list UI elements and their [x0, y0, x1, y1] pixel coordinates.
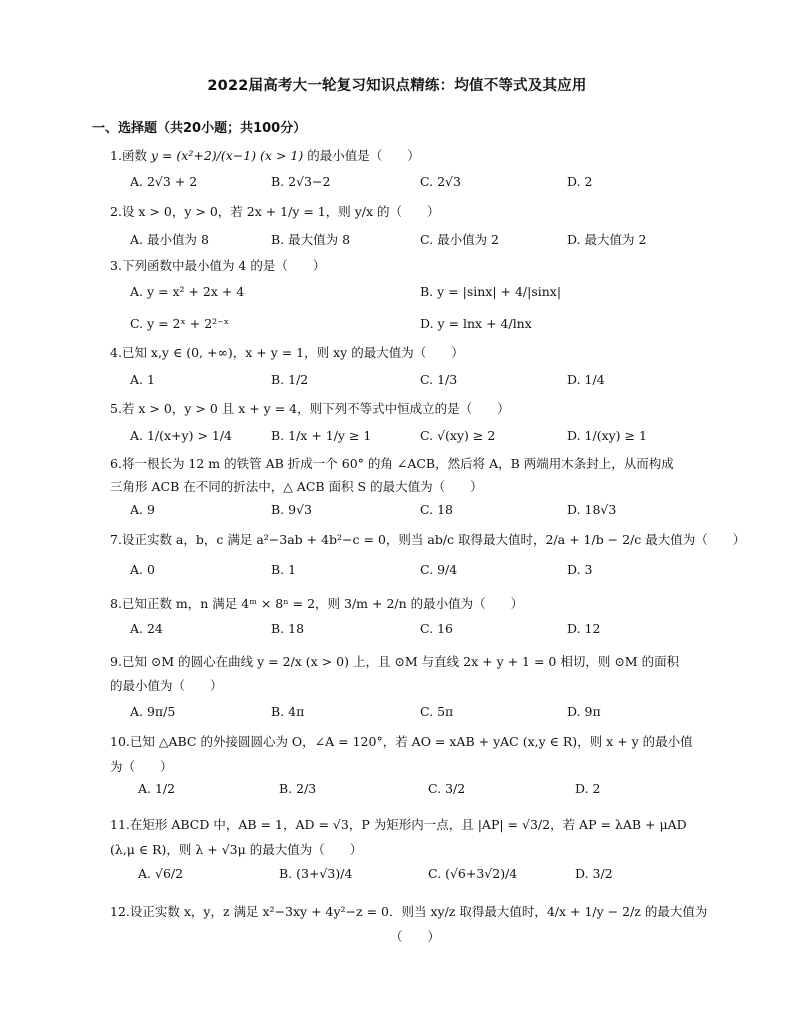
question-stem-line1: 设正实数 x，y，z 满足 x²−3xy + 4y²−z = 0．则当 xy/z 取得最大值时，4/x + 1/y − 2/z 的最大值为 [129, 904, 708, 919]
option-b[interactable]: B. y = |sinx| + 4/|sinx| [420, 284, 562, 299]
option-c[interactable]: C. 最小值为 2 [420, 232, 499, 247]
option-d[interactable]: D. 9π [567, 704, 601, 719]
option-d[interactable]: D. 2 [575, 781, 601, 796]
option-b[interactable]: B. 1/x + 1/y ≥ 1 [271, 428, 372, 443]
option-a[interactable]: A. 1/2 [138, 781, 176, 796]
question-number: 8. [110, 596, 122, 611]
question-7 [110, 527, 746, 553]
option-a[interactable]: A. 9 [130, 502, 155, 517]
option-d[interactable]: D. 12 [567, 621, 601, 636]
options-8 [130, 621, 710, 645]
options-10 [138, 781, 718, 805]
answer-parentheses: （ ） [390, 929, 441, 944]
option-c[interactable]: C. 3/2 [428, 781, 466, 796]
option-c[interactable]: C. √(xy) ≥ 2 [420, 428, 496, 443]
option-d[interactable]: D. 1/(xy) ≥ 1 [567, 428, 647, 443]
options-4 [130, 372, 710, 396]
options-2 [130, 230, 710, 254]
option-c[interactable]: C. 16 [420, 621, 453, 636]
option-a[interactable]: A. 0 [130, 562, 155, 577]
question-stem-line2: 三角形 ACB 在不同的折法中，△ ACB 面积 S 的最大值为（ ） [110, 479, 483, 494]
option-b[interactable]: B. 1 [271, 562, 297, 577]
option-a[interactable]: A. 2√3 + 2 [130, 174, 198, 189]
option-a[interactable]: A. 9π/5 [130, 704, 176, 719]
options-3-row2 [130, 316, 710, 340]
option-d[interactable]: D. 3 [567, 562, 593, 577]
option-d[interactable]: D. y = lnx + 4/lnx [420, 316, 532, 331]
option-a[interactable]: A. 1/(x+y) > 1/4 [130, 428, 233, 443]
option-b[interactable]: B. 18 [271, 621, 305, 636]
question-10 [110, 729, 710, 755]
question-stem-line2: 为（ ） [110, 759, 173, 774]
question-8 [110, 591, 710, 617]
option-d[interactable]: D. 最大值为 2 [567, 232, 647, 247]
options-1 [130, 174, 710, 198]
option-a[interactable]: A. 最小值为 8 [130, 232, 209, 247]
question-stem-line2: (λ,μ ∈ R)，则 λ + √3μ 的最大值为（ ） [110, 842, 363, 857]
option-b[interactable]: B. 最大值为 8 [271, 232, 351, 247]
option-a[interactable]: A. 24 [130, 621, 163, 636]
option-c[interactable]: C. 2√3 [420, 174, 461, 189]
option-d[interactable]: D. 2 [567, 174, 593, 189]
options-11 [138, 866, 718, 890]
options-5 [130, 428, 710, 452]
question-stem-line2: 的最小值为（ ） [110, 678, 223, 693]
question-stem: 已知正数 m，n 满足 4ᵐ × 8ⁿ = 2，则 3/m + 2/n 的最小值为（ ） [121, 596, 524, 611]
question-stem: 已知 x,y ∈ (0, +∞)，x + y = 1，则 xy 的最大值为（ ） [121, 345, 464, 360]
option-c[interactable]: C. 9/4 [420, 562, 458, 577]
question-number: 7. [110, 532, 122, 547]
question-12 [110, 899, 710, 925]
question-2 [110, 199, 710, 225]
question-number: 10. [110, 734, 130, 749]
question-stem-tail: 的最小值是（ ） [303, 148, 420, 163]
question-stem-line1: 将一根长为 12 m 的铁管 AB 折成一个 60° 的角 ∠ACB，然后将 A，B 两端用木条封上，从而构成 [121, 456, 674, 471]
options-6 [130, 502, 710, 526]
question-number: 6. [110, 456, 122, 471]
option-b[interactable]: B. 2√3−2 [271, 174, 331, 189]
option-b[interactable]: B. 4π [271, 704, 305, 719]
question-10-line2 [110, 754, 710, 780]
section-heading: 一、选择题（共20小题；共100分） [92, 121, 307, 136]
option-b[interactable]: B. 2/3 [279, 781, 317, 796]
options-7 [130, 562, 710, 586]
question-stem: 设正实数 a，b，c 满足 a²−3ab + 4b²−c = 0，则当 ab/c 取得最大值时，2/a + 1/b − 2/c 最大值为（ ） [121, 532, 746, 547]
question-stem: 下列函数中最小值为 4 的是（ ） [121, 258, 326, 273]
question-11 [110, 812, 710, 838]
math-expression: y = (x²+2)/(x−1) (x > 1) [150, 148, 304, 163]
question-11-line2 [110, 837, 710, 863]
question-stem: 设 x > 0，y > 0，若 2x + 1/y = 1，则 y/x 的（ ） [121, 204, 440, 219]
question-number: 12. [110, 904, 130, 919]
option-a[interactable]: A. y = x² + 2x + 4 [130, 284, 245, 299]
option-c[interactable]: C. 1/3 [420, 372, 458, 387]
question-stem-line1: 已知 △ABC 的外接圆圆心为 O，∠A = 120°，若 AO = xAB + yAC (x,y ∈ R)，则 x + y 的最小值 [129, 734, 693, 749]
question-stem-line1: 在矩形 ABCD 中，AB = 1，AD = √3，P 为矩形内一点，且 |AP| = √3/2，若 AP = λAB + μAD [129, 817, 687, 832]
question-6-line2 [110, 474, 710, 500]
question-4 [110, 340, 710, 366]
question-number: 2. [110, 204, 122, 219]
option-c[interactable]: C. y = 2ˣ + 2²⁻ˣ [130, 316, 230, 331]
question-stem: 函数 [121, 148, 151, 163]
option-d[interactable]: D. 18√3 [567, 502, 617, 517]
option-a[interactable]: A. √6/2 [138, 866, 184, 881]
option-b[interactable]: B. 1/2 [271, 372, 309, 387]
question-9-line2 [110, 673, 710, 699]
option-b[interactable]: B. (3+√3)/4 [279, 866, 353, 881]
options-3-row1 [130, 284, 710, 308]
option-c[interactable]: C. 5π [420, 704, 454, 719]
question-number: 4. [110, 345, 122, 360]
option-a[interactable]: A. 1 [130, 372, 155, 387]
option-c[interactable]: C. 18 [420, 502, 453, 517]
page-title: 2022届高考大一轮复习知识点精练：均值不等式及其应用 [207, 78, 587, 94]
option-b[interactable]: B. 9√3 [271, 502, 313, 517]
question-number: 1. [110, 148, 122, 163]
option-c[interactable]: C. (√6+3√2)/4 [428, 866, 518, 881]
question-stem: 若 x > 0，y > 0 且 x + y = 4，则下列不等式中恒成立的是（ ） [121, 401, 510, 416]
options-9 [130, 704, 710, 728]
question-number: 3. [110, 258, 122, 273]
question-5 [110, 396, 710, 422]
option-d[interactable]: D. 3/2 [575, 866, 613, 881]
question-stem-line1: 已知 ⊙M 的圆心在曲线 y = 2/x (x > 0) 上，且 ⊙M 与直线 2x + y + 1 = 0 相切，则 ⊙M 的面积 [121, 654, 680, 669]
question-9 [110, 649, 710, 675]
question-1 [110, 143, 710, 169]
question-number: 9. [110, 654, 122, 669]
question-number: 11. [110, 817, 130, 832]
question-3 [110, 253, 710, 279]
question-number: 5. [110, 401, 122, 416]
option-d[interactable]: D. 1/4 [567, 372, 605, 387]
